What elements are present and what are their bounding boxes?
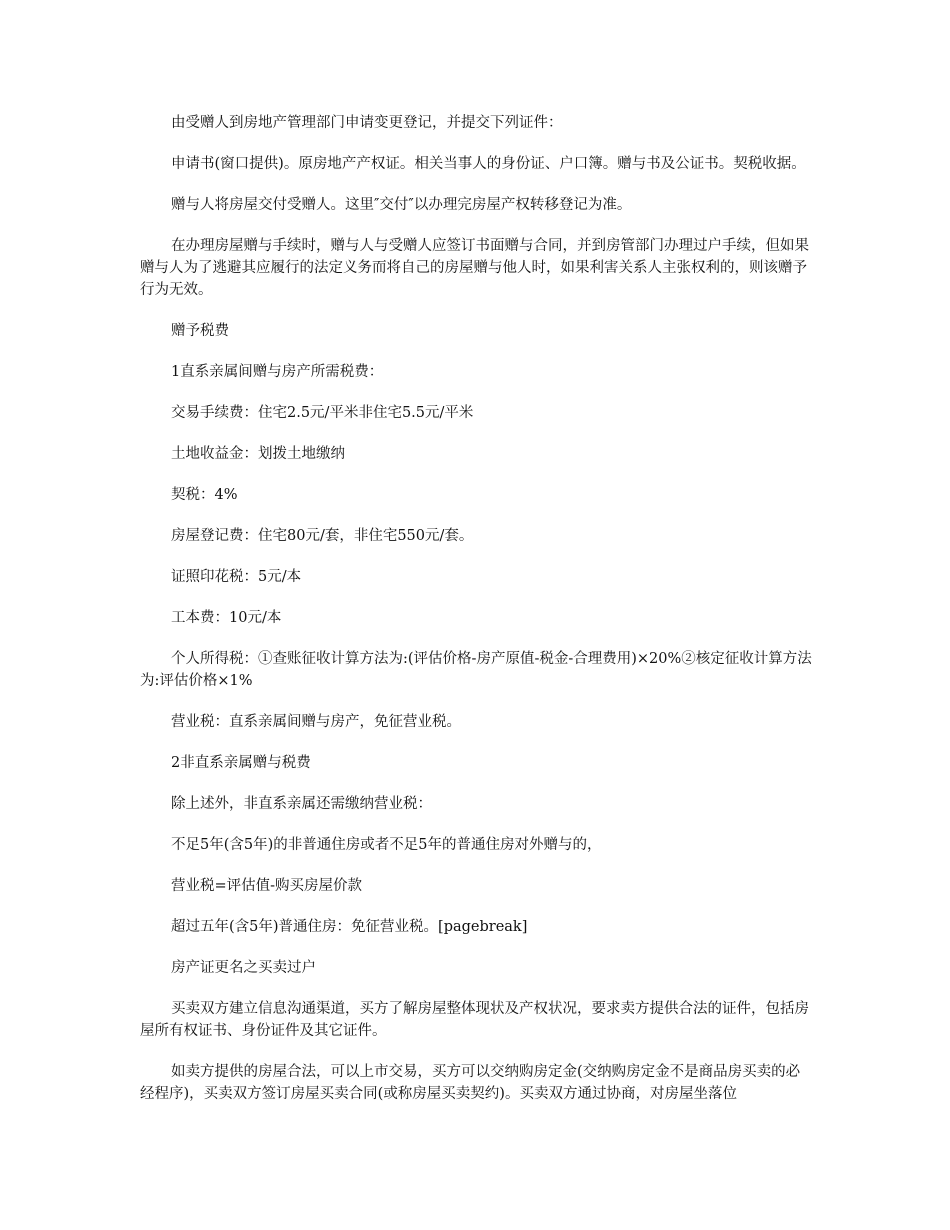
paragraph-under-5-years: 不足5年(含5年)的非普通住房或者不足5年的普通住房对外赠与的， [171, 837, 602, 853]
section-heading-gift-tax: 赠予税费 [171, 323, 229, 339]
paragraph-3: 赠与人将房屋交付受赠人。这里″交付″以办理完房屋产权转移登记为准。 [171, 197, 632, 213]
fee-item-stamp-duty: 证照印花税：5元/本 [171, 569, 302, 585]
fee-item-transaction: 交易手续费：住宅2.5元/平米非住宅5.5元/平米 [171, 405, 474, 421]
document-body [140, 112, 812, 1124]
paragraph-2: 申请书(窗口提供)。原房地产产权证。相关当事人的身份证、户口簿。赠与书及公证书。契税收据。 [171, 156, 806, 172]
section-heading-sale-transfer: 房产证更名之买卖过户 [171, 960, 316, 976]
fee-item-production-cost: 工本费：10元/本 [171, 610, 282, 626]
paragraph-info-channel: 买卖双方建立信息沟通渠道，买方了解房屋整体现状及产权状况，要求卖方提供合法的证件，包括房屋所有权证书、身份证件及其它证件。 [140, 1001, 809, 1039]
paragraph-4: 在办理房屋赠与手续时，赠与人与受赠人应签订书面赠与合同，并到房管部门办理过户手续，但如果赠与人为了逃避其应履行的法定义务而将自己的房屋赠与他人时，如果利害关系人主张权利的，则该赠予行为无效。 [140, 238, 809, 298]
paragraph-1: 由受赠人到房地产管理部门申请变更登记，并提交下列证件： [171, 115, 563, 131]
paragraph-business-tax-formula: 营业税=评估值-购买房屋价款 [171, 878, 363, 894]
fee-item-registration: 房屋登记费：住宅80元/套，非住宅550元/套。 [171, 528, 474, 544]
fee-item-income-tax: 个人所得税：①查账征收计算方法为:(评估价格-房产原值-税金-合理费用)×20%②核定征收计算方法为:评估价格×1% [140, 651, 812, 689]
subsection-non-direct-relatives: 2非直系亲属赠与税费 [171, 755, 311, 771]
fee-item-business-tax: 营业税：直系亲属间赠与房产，免征营业税。 [171, 714, 461, 730]
paragraph-deposit-contract: 如卖方提供的房屋合法，可以上市交易，买方可以交纳购房定金(交纳购房定金不是商品房买卖的必经程序)，买卖双方签订房屋买卖合同(或称房屋买卖契约)。买卖双方通过协商，对房屋坐落位 [140, 1064, 801, 1102]
paragraph-non-direct-intro: 除上述外，非直系亲属还需缴纳营业税： [171, 796, 432, 812]
subsection-direct-relatives: 1直系亲属间赠与房产所需税费： [171, 364, 384, 380]
fee-item-land: 土地收益金：划拨土地缴纳 [171, 446, 345, 462]
fee-item-deed-tax: 契税：4% [171, 487, 238, 503]
paragraph-over-5-years: 超过五年(含5年)普通住房：免征营业税。[pagebreak] [171, 919, 528, 935]
